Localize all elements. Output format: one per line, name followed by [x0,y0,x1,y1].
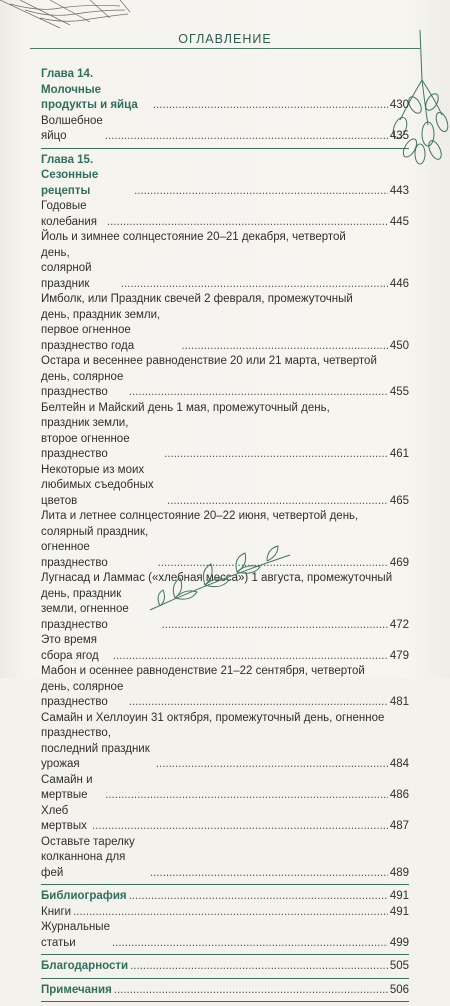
toc-entry-title: Глава 15. Сезонные рецепты [41,153,99,197]
toc-entry-title: Некоторые из моих любимых съедобных цветов [41,463,154,507]
leaf-sprig-icon [145,540,295,620]
dot-leader [181,339,387,355]
toc-page-number: 469 [389,556,409,569]
section-divider [41,1001,409,1002]
toc-entry-title-line1: Самайн и Хеллоуин 31 октября, промежуточный день, огненное [41,711,385,724]
toc-entry[interactable] [41,711,409,773]
section-divider [41,884,409,885]
toc-page-number: 430 [389,99,409,111]
toc-entry[interactable] [41,664,409,711]
dot-leader [129,695,388,711]
toc-entry[interactable] [41,463,409,510]
spiderweb-icon [0,0,150,30]
toc-entry-title-line2: празднество, последний праздник урожая [41,727,150,770]
toc-bibliography[interactable] [41,889,409,905]
toc-entry-title: Глава 14. Молочные продукты и яйца [41,68,138,111]
toc-entry[interactable] [41,114,409,145]
toc-entry[interactable] [41,905,409,921]
toc-entry-title-line2: солярный праздник, огненное празднество [41,525,149,569]
toc-entry-title-line1: Лугнасад и Ламмас («хлебная месса») 1 августа, промежуточный [41,572,393,584]
section-divider [41,954,409,955]
dot-leader [73,905,388,921]
toc-entry-title: Книги [41,905,72,918]
toc-page-number: 435 [389,130,409,142]
toc-entry[interactable] [41,401,409,463]
toc-entry-title: Благодарности [41,960,129,972]
toc-page-number: 499 [389,936,409,949]
toc-entry[interactable] [41,199,409,230]
toc-entry-title-line2: день, солярной праздник [41,246,92,290]
toc-entry-title: Примечания [41,983,112,996]
toc-chapter-14[interactable] [41,67,409,114]
table-of-contents [41,67,409,1006]
toc-entry-title-line2: день, праздник земли, первое огненное празднество года [41,308,161,352]
toc-page-number: 487 [389,820,409,832]
dot-leader [112,936,388,952]
dot-leader [164,447,388,463]
header-divider [30,48,420,49]
dot-leader [114,983,388,999]
toc-entry-title: Волшебное яйцо [41,114,103,142]
toc-entry-title: Это время сбора ягод [41,634,99,662]
toc-page-number: 455 [389,386,409,398]
toc-entry-title-line1: Белтейн и Майский день 1 мая, промежуточный день, [41,401,330,414]
toc-entry-title-line2: день, солярное празднество [41,680,124,708]
dot-leader [92,819,388,835]
toc-entry-title-line2: день, праздник земли, огненное празднество [41,587,129,631]
toc-page-number: 506 [389,983,409,996]
toc-acknowledgements[interactable] [41,959,409,975]
toc-page-number: 491 [389,890,409,902]
toc-entry[interactable] [41,773,409,804]
toc-page-number: 481 [389,696,409,708]
toc-entry[interactable] [41,230,409,292]
dot-leader [153,98,388,114]
page-header [30,32,420,52]
toc-entry-title-line1: Йоль и зимнее солнцестояние 20–21 декабря, четвертой [41,231,346,243]
dot-leader [129,889,388,905]
toc-entry-title-line1: Лита и летнее солнцестояние 20–22 июня, четвертой день, [41,510,359,522]
toc-entry[interactable] [41,292,409,354]
toc-page-number: 479 [389,649,409,662]
dot-leader [167,494,388,510]
dot-leader [121,277,388,293]
toc-page-number: 445 [389,215,409,228]
toc-page-number: 484 [389,758,409,770]
dot-leader [105,788,388,804]
dot-leader [150,866,388,882]
toc-entry-title-line2: день, солярное празднество [41,370,124,398]
toc-entry[interactable] [41,920,409,951]
toc-entry-title-line2: праздник земли, второе огненное празднество [41,417,130,460]
toc-entry[interactable] [41,354,409,401]
toc-entry-title: Оставьте тарелку колканнона для фей [41,835,135,879]
toc-notes[interactable] [41,983,409,999]
toc-entry-title: Хлеб мертвых [41,804,87,832]
dot-leader [134,184,388,200]
dot-leader [105,129,388,145]
toc-page-number: 486 [389,789,409,801]
toc-entry-title: Библиография [41,890,127,902]
section-divider [41,148,409,149]
toc-entry-title: Самайн и мертвые [41,773,93,801]
section-divider [41,978,409,979]
toc-entry[interactable] [41,633,409,664]
toc-entry-title-line1: Имболк, или Праздник свечей 2 февраля, промежуточный [41,293,353,305]
toc-page-number: 461 [389,448,409,460]
toc-page-number: 443 [389,184,409,197]
dot-leader [129,385,388,401]
toc-page-number: 450 [389,339,409,352]
toc-page-number: 472 [389,618,409,631]
toc-page-number: 465 [389,494,409,507]
page-title: ОГЛАВЛЕНИЕ [178,32,272,46]
dot-leader [130,959,388,975]
toc-entry[interactable] [41,804,409,835]
toc-entry-title: Годовые колебания [41,200,98,228]
toc-page-number: 446 [389,277,409,290]
dot-leader [107,215,388,231]
toc-page-number: 491 [389,905,409,918]
toc-entry-title-line1: Остара и весеннее равноденствие 20 или 21 марта, четвертой [41,355,377,367]
toc-chapter-15[interactable] [41,153,409,200]
toc-entry-title-line1: Мабон и осеннее равноденствие 21–22 сентября, четвертой [41,665,365,677]
dot-leader [113,649,388,665]
toc-page-number: 489 [389,866,409,879]
toc-entry-title: Журнальные статьи [41,921,110,949]
toc-page-number: 505 [389,960,409,972]
toc-entry[interactable] [41,835,409,882]
dot-leader [156,757,388,773]
